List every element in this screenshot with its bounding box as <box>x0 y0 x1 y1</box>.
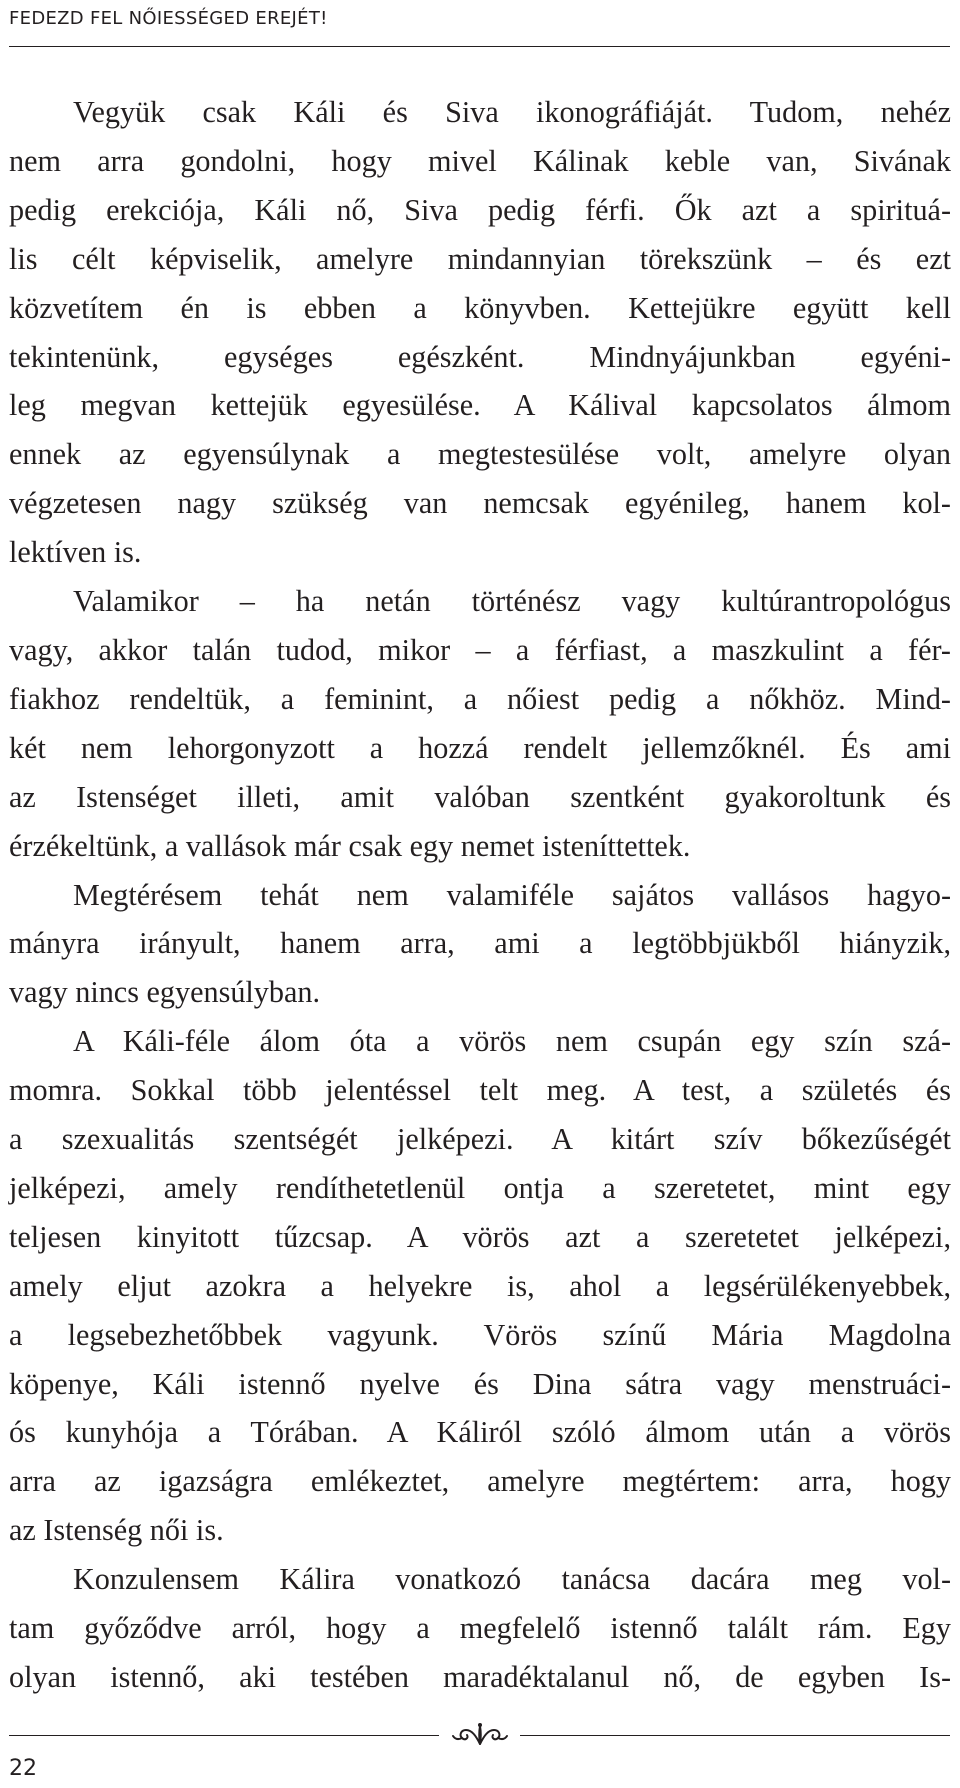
text-line: momra. Sokkal több jelentéssel telt meg. A test, a születés és <box>9 1073 951 1108</box>
text-line: pedig erekciója, Káli nő, Siva pedig férfi. Ők azt a spirituá- <box>9 192 951 227</box>
text-line: leg megvan kettejük egyesülése. A Kálival kapcsolatos álmom <box>9 388 951 423</box>
text-line: fiakhoz rendeltük, a feminint, a nőiest pedig a nőkhöz. Mind- <box>9 681 951 716</box>
footer-rule-left <box>9 1735 439 1736</box>
text-line: jelképezi, amely rendíthetetlenül ontja a szeretetet, mint egy <box>9 1170 951 1205</box>
text-line: amely eljut azokra a helyekre is, ahol a legsérülékenyebbek, <box>9 1268 951 1303</box>
text-line: ós kunyhója a Tórában. A Káliról szóló álmom után a vörös <box>9 1415 951 1450</box>
text-line: érzékeltünk, a vallások már csak egy nemet isteníttettek. <box>9 828 691 863</box>
text-line: lis célt képviselik, amelyre mindannyian törekszünk – és ezt <box>9 241 951 276</box>
text-line: köpenye, Káli istennő nyelve és Dina sátra vagy menstruáci- <box>9 1366 951 1401</box>
text-line: végzetesen nagy szükség van nemcsak egyénileg, hanem kol- <box>9 486 951 521</box>
text-line: vagy, akkor talán tudod, mikor – a férfiast, a maszkulint a fér- <box>9 632 951 667</box>
body-text <box>9 88 951 1702</box>
text-line: Konzulensem Kálira vonatkozó tanácsa dacára meg vol- <box>73 1562 951 1597</box>
header-rule <box>9 46 950 47</box>
text-line: a szexualitás szentségét jelképezi. A kitárt szív bőkezűségét <box>9 1122 951 1157</box>
text-line: az Istenséget illeti, amit valóban szentként gyakoroltunk és <box>9 779 951 814</box>
text-line: a legsebezhetőbbek vagyunk. Vörös színű Mária Magdolna <box>9 1317 951 1352</box>
text-line: Vegyük csak Káli és Siva ikonográfiáját. Tudom, nehéz <box>73 95 951 129</box>
text-line: tekintenünk, egységes egészként. Mindnyájunkban egyéni- <box>9 339 951 374</box>
text-line: vagy nincs egyensúlyban. <box>9 975 321 1010</box>
text-line: két nem lehorgonyzott a hozzá rendelt jellemzőknél. És ami <box>9 730 951 765</box>
text-line: tam győződve arról, hogy a megfelelő istennő talált rám. Egy <box>9 1611 951 1646</box>
text-line: lektíven is. <box>9 535 142 570</box>
text-line: nem arra gondolni, hogy mivel Kálinak keble van, Sivának <box>9 143 951 178</box>
page-number: 22 <box>9 1756 37 1781</box>
text-line: arra az igazságra emlékeztet, amelyre megtértem: arra, hogy <box>9 1464 951 1499</box>
text-line: mányra irányult, hanem arra, ami a legtöbbjükből hiányzik, <box>9 926 951 961</box>
footer-ornament <box>9 1720 950 1750</box>
text-line: olyan istennő, aki testében maradéktalanul nő, de egyben Is- <box>9 1660 951 1694</box>
text-line: Megtérésem tehát nem valamiféle sajátos vallásos hagyo- <box>73 877 951 912</box>
text-line: A Káli-féle álom óta a vörös nem csupán egy szín szá- <box>73 1024 951 1059</box>
text-line: teljesen kinyitott tűzcsap. A vörös azt a szeretetet jelképezi, <box>9 1219 951 1254</box>
running-header: FEDEZD FEL NŐIESSÉGED EREJÉT! <box>9 8 328 29</box>
text-line: közvetítem én is ebben a könyvben. Kettejükre együtt kell <box>9 290 951 325</box>
text-line: Valamikor – ha netán történész vagy kultúrantropológus <box>73 584 951 619</box>
text-line: az Istenség női is. <box>9 1513 224 1548</box>
footer-rule-right <box>520 1735 950 1736</box>
fleuron-ornament-icon <box>450 1720 510 1750</box>
text-line: ennek az egyensúlynak a megtestesülése volt, amelyre olyan <box>9 437 951 472</box>
